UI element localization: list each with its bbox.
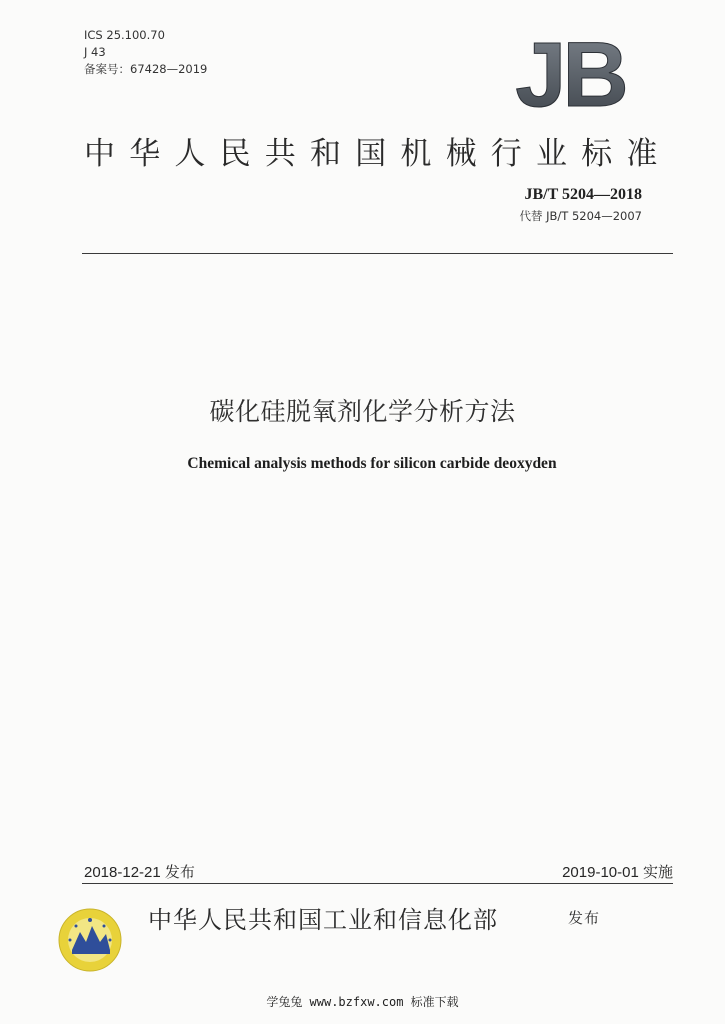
implement-date: 2019-10-01 实施 bbox=[562, 864, 673, 881]
publish-date: 2018-12-21 发布 bbox=[84, 864, 195, 881]
record-number: 备案号：67428—2019 bbox=[84, 62, 208, 76]
download-footer: 学兔兔 www.bzfxw.com 标准下载 bbox=[266, 995, 459, 1009]
standard-category-title: 中华人民共和国机械行业标准 bbox=[84, 136, 672, 172]
ministry-emblem-icon bbox=[58, 908, 122, 972]
replaces-standard: 代替 JB/T 5204—2007 bbox=[519, 209, 642, 223]
ics-code: ICS 25.100.70 bbox=[84, 28, 165, 42]
logo-text: JB bbox=[515, 30, 625, 112]
standard-number: JB/T 5204—2018 bbox=[524, 186, 642, 203]
jb-logo bbox=[500, 30, 640, 112]
header-divider bbox=[82, 253, 673, 254]
issuing-authority: 中华人民共和国工业和信息化部 bbox=[148, 906, 498, 934]
classification-codes bbox=[84, 27, 207, 78]
document-title-english: Chemical analysis methods for silicon carbide deoxyden bbox=[187, 455, 557, 472]
cn-class-code: J 43 bbox=[84, 45, 106, 59]
issuing-label: 发布 bbox=[568, 909, 601, 927]
document-title-chinese: 碳化硅脱氧剂化学分析方法 bbox=[209, 397, 516, 426]
footer-divider bbox=[82, 883, 673, 884]
